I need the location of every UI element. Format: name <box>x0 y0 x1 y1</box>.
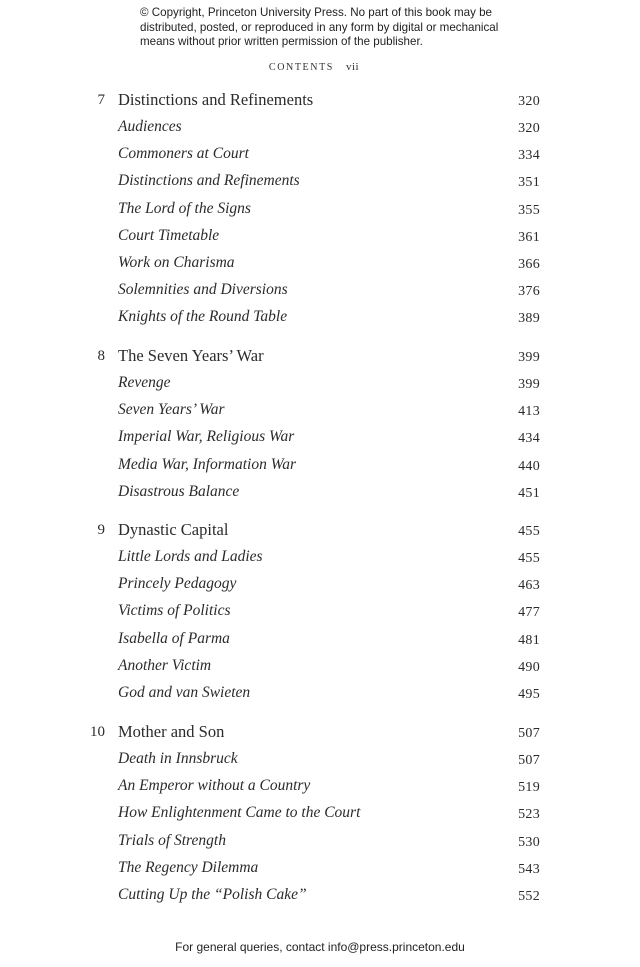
section-title: Audiences <box>118 118 182 135</box>
chapter-page-number: 455 <box>518 524 540 539</box>
footer-contact: For general queries, contact info@press.princeton.edu <box>175 940 465 954</box>
section-row <box>0 774 640 798</box>
section-row <box>0 747 640 771</box>
section-row <box>0 654 640 678</box>
section-title: An Emperor without a Country <box>118 777 311 795</box>
section-title: Seven Years’ War <box>118 401 225 419</box>
section-page-number: 490 <box>518 659 540 675</box>
chapter-row <box>0 88 640 112</box>
section-row <box>0 545 640 569</box>
copyright-line: distributed, posted, or reproduced in any form by digital or mechanical <box>140 20 499 34</box>
section-title: Isabella of Parma <box>118 629 230 647</box>
section-row <box>0 224 640 248</box>
section-page-number: 543 <box>518 861 540 877</box>
section-page-number: 361 <box>518 229 540 245</box>
section-title: Death in Innsbruck <box>118 750 238 767</box>
section-title: Victims of Politics <box>118 602 231 620</box>
section-row <box>0 305 640 329</box>
section-row <box>0 453 640 477</box>
section-row <box>0 169 640 193</box>
section-row <box>0 142 640 166</box>
section-page-number: 455 <box>518 551 540 566</box>
section-row <box>0 251 640 275</box>
section-title: Princely Pedagogy <box>118 575 237 593</box>
section-row <box>0 425 640 449</box>
section-page-number: 334 <box>518 148 540 164</box>
section-page-number: 451 <box>518 485 540 501</box>
section-page-number: 320 <box>518 121 540 136</box>
section-title: Disastrous Balance <box>118 482 240 500</box>
chapter-page-number: 507 <box>518 726 540 741</box>
section-title: Work on Charisma <box>118 254 235 271</box>
section-title: Knights of the Round Table <box>118 308 288 326</box>
section-row <box>0 883 640 907</box>
section-title: God and van Swieten <box>118 684 251 701</box>
section-row <box>0 278 640 302</box>
section-title: How Enlightenment Came to the Court <box>118 804 361 822</box>
section-page-number: 552 <box>518 889 540 904</box>
section-title: Trials of Strength <box>118 831 226 849</box>
chapter-number: 9 <box>97 522 105 538</box>
chapter-row <box>0 344 640 368</box>
running-head <box>0 61 628 73</box>
section-title: Little Lords and Ladies <box>118 548 263 565</box>
section-row <box>0 627 640 651</box>
section-page-number: 355 <box>518 202 540 218</box>
section-row <box>0 115 640 139</box>
running-head-label: CONTENTS <box>268 62 334 73</box>
chapter-row <box>0 720 640 744</box>
section-page-number: 495 <box>518 687 540 702</box>
section-title: The Regency Dilemma <box>118 858 259 876</box>
section-page-number: 507 <box>518 753 540 768</box>
chapter-number: 10 <box>90 724 105 740</box>
chapter-page-number: 399 <box>518 350 540 365</box>
section-title: Court Timetable <box>118 226 220 244</box>
section-row <box>0 197 640 221</box>
section-page-number: 463 <box>518 578 540 594</box>
section-row <box>0 398 640 422</box>
section-row <box>0 480 640 504</box>
section-title: Solemnities and Diversions <box>118 281 288 299</box>
section-title: Distinctions and Refinements <box>118 172 300 190</box>
chapter-row <box>0 518 640 542</box>
section-page-number: 477 <box>518 605 540 621</box>
section-title: Commoners at Court <box>118 145 249 163</box>
section-title: Media War, Information War <box>118 455 296 473</box>
chapter-title: The Seven Years’ War <box>118 346 264 365</box>
chapter-title: Dynastic Capital <box>118 520 229 539</box>
section-page-number: 351 <box>518 175 540 191</box>
section-page-number: 399 <box>518 377 540 392</box>
chapter-title: Distinctions and Refinements <box>118 90 314 109</box>
section-page-number: 413 <box>518 404 540 420</box>
section-page-number: 440 <box>518 458 540 474</box>
section-title: Imperial War, Religious War <box>118 428 295 446</box>
section-title: Another Victim <box>118 656 212 674</box>
chapter-number: 7 <box>97 92 105 108</box>
section-page-number: 530 <box>518 834 540 850</box>
section-page-number: 434 <box>518 431 540 447</box>
chapter-page-number: 320 <box>518 94 540 109</box>
copyright-notice <box>140 6 520 50</box>
section-row <box>0 801 640 825</box>
running-head-page: vii <box>345 61 360 73</box>
section-page-number: 519 <box>518 780 540 796</box>
section-row <box>0 599 640 623</box>
section-page-number: 389 <box>518 311 540 327</box>
section-row <box>0 572 640 596</box>
section-row <box>0 681 640 705</box>
copyright-line: © Copyright, Princeton University Press. No part of this book may be <box>140 6 492 19</box>
section-page-number: 376 <box>518 284 540 300</box>
section-row <box>0 371 640 395</box>
chapter-title: Mother and Son <box>118 722 225 741</box>
section-row <box>0 856 640 880</box>
section-row <box>0 829 640 853</box>
chapter-number: 8 <box>97 348 105 364</box>
section-page-number: 481 <box>518 632 540 648</box>
section-title: The Lord of the Signs <box>118 199 251 217</box>
section-page-number: 366 <box>518 257 540 272</box>
section-title: Cutting Up the “Polish Cake” <box>118 886 307 903</box>
section-title: Revenge <box>118 374 171 391</box>
section-page-number: 523 <box>518 807 540 823</box>
copyright-line: means without prior written permission of the publisher. <box>140 35 423 48</box>
